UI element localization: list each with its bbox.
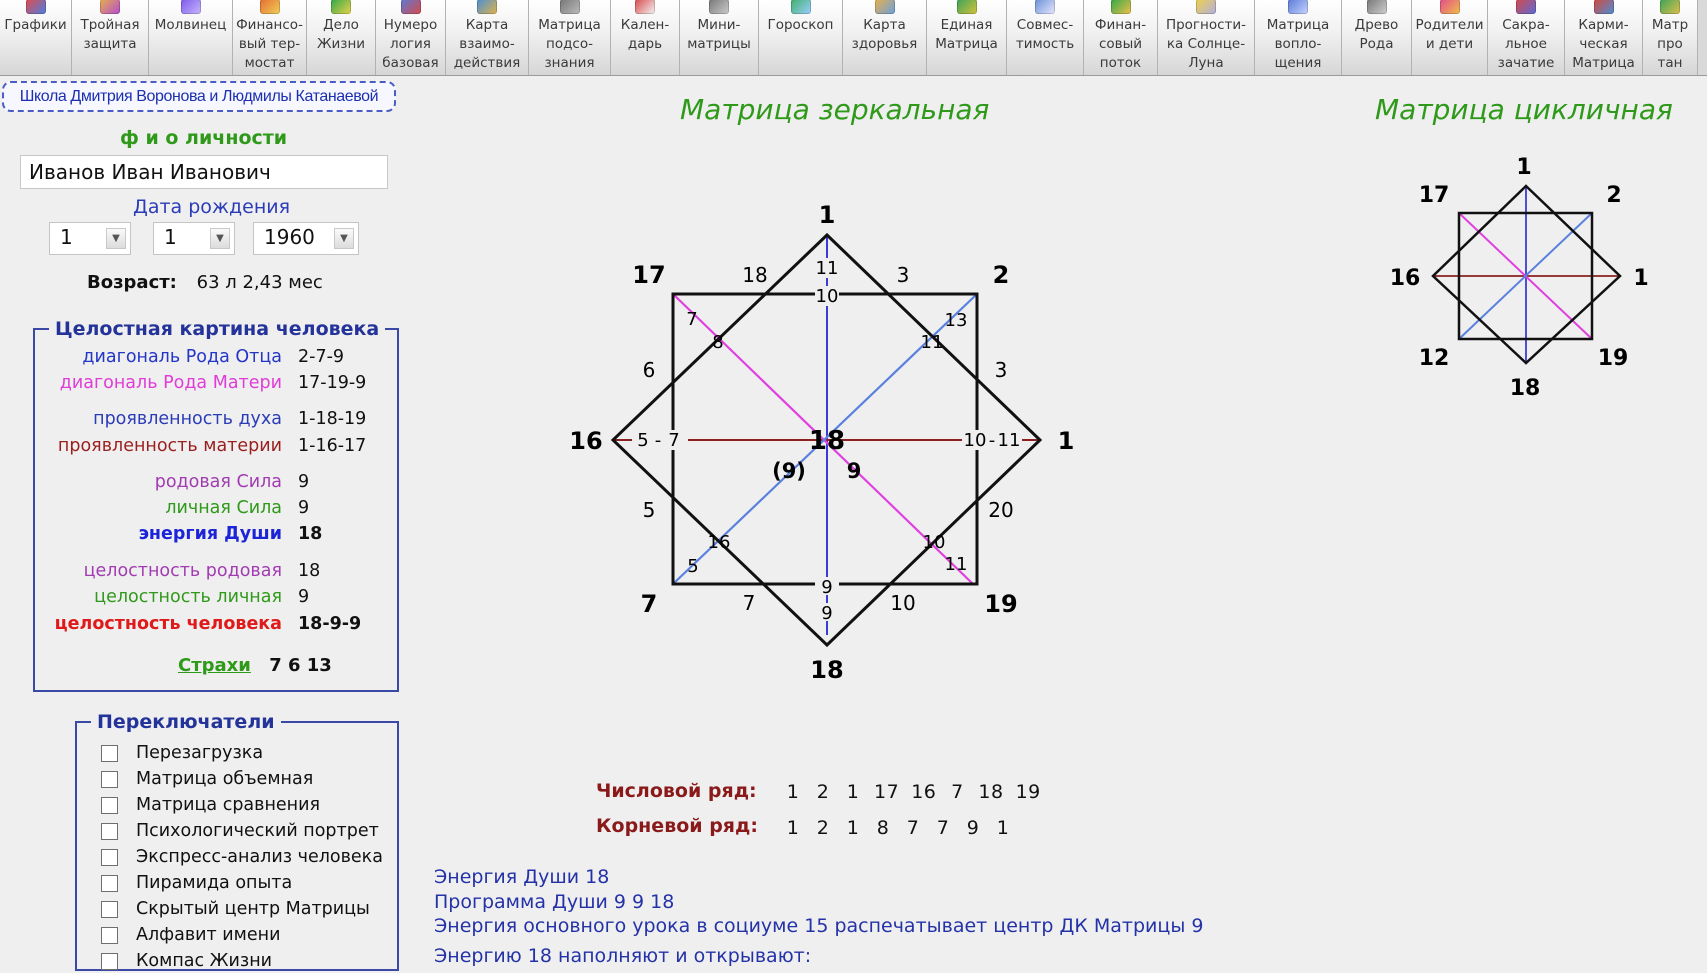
flow-icon [1111, 0, 1131, 14]
holistic-row-label: целостность личная [94, 587, 282, 607]
outer-label-top-right: 3 [896, 263, 910, 287]
corner-bottom-label: 18 [810, 656, 844, 684]
holistic-row-label: целостность человека [54, 614, 282, 634]
checkbox[interactable] [101, 927, 118, 944]
switch-option[interactable] [101, 767, 313, 791]
cyclic-matrix-title: Матрица цикличная [1375, 93, 1673, 126]
inner-bottomleft-corner: 5 [687, 556, 699, 577]
inner-topright-diag: 11 [920, 332, 944, 353]
toolbar-button[interactable] [1643, 0, 1698, 75]
toolbar-button[interactable] [843, 0, 927, 75]
switch-option[interactable] [101, 741, 263, 765]
holistic-row-value: 1-16-17 [298, 436, 367, 456]
cyclic-top-label: 1 [1516, 155, 1532, 180]
corner-bottomleft-label: 7 [640, 590, 658, 618]
series-value: 18 [978, 781, 1004, 803]
checkbox[interactable] [101, 771, 118, 788]
soul-energy-text: Энергия Души 18 [434, 866, 610, 888]
holistic-row-value: 9 [298, 498, 310, 518]
mirror-matrix-diagram [555, 185, 1085, 690]
toolbar-button[interactable] [1412, 0, 1488, 75]
inner-topleft-corner: 7 [686, 309, 698, 330]
toolbar-button-label: Дело Жизни [316, 17, 366, 52]
toolbar-button-label: Мини- матрицы [687, 17, 751, 52]
holistic-row-value: 9 [298, 472, 310, 492]
corner-bottomright-label: 19 [984, 590, 1018, 618]
series-value: 9 [966, 817, 980, 839]
toolbar-button-label: Матр про тан [1651, 17, 1689, 71]
toolbar-button-label: Гороскоп [767, 17, 834, 33]
unity-icon [957, 0, 977, 14]
number-series-label: Числовой ряд: [596, 780, 757, 802]
toolbar-button[interactable] [1084, 0, 1158, 75]
cyclic-left-label: 16 [1389, 266, 1421, 291]
app-toolbar [0, 0, 1707, 76]
inner-top-a: 11 [815, 258, 839, 279]
holistic-row-label: целостность родовая [83, 561, 282, 581]
compatibility-icon [1035, 0, 1055, 14]
holistic-row-value: 9 [298, 587, 310, 607]
age-value: 63 л 2,43 мес [196, 272, 323, 293]
series-value: 16 [911, 781, 937, 803]
outer-label-right-bottom: 20 [988, 498, 1014, 522]
map-icon [477, 0, 497, 14]
toolbar-button-label: Родители и дети [1415, 17, 1484, 52]
series-value: 7 [936, 817, 950, 839]
mini-matrix-icon [709, 0, 729, 14]
center-left-value: (9) [772, 459, 806, 483]
inner-left-b: 7 [668, 430, 680, 451]
series-value: 2 [816, 781, 830, 803]
inner-bottomright-corner: 11 [944, 554, 968, 575]
switch-option[interactable] [101, 819, 379, 843]
outer-label-top-left: 18 [742, 263, 768, 287]
checkbox[interactable] [101, 745, 118, 762]
switch-option[interactable] [101, 871, 292, 895]
toolbar-button[interactable] [611, 0, 680, 75]
toolbar-button[interactable] [1158, 0, 1255, 75]
birth-year-select[interactable] [253, 222, 359, 255]
checkbox[interactable] [101, 901, 118, 918]
checkbox[interactable] [101, 849, 118, 866]
tree-icon [1367, 0, 1387, 14]
school-link[interactable]: Школа Дмитрия Воронова и Людмилы Катанаевой [2, 81, 396, 112]
toolbar-button-label: Древо Рода [1354, 17, 1399, 52]
sacral-icon [1516, 0, 1536, 14]
matrix-extra-icon [1660, 0, 1680, 14]
cyclic-matrix-diagram [1380, 150, 1650, 405]
toolbar-button-label: Единая Матрица [935, 17, 998, 52]
toolbar-button[interactable] [149, 0, 233, 75]
switch-option[interactable] [101, 923, 280, 947]
switch-option[interactable] [101, 897, 370, 921]
toolbar-button-label: Тройная защита [80, 17, 140, 52]
outer-label-right-top: 3 [994, 358, 1008, 382]
corner-top-label: 1 [818, 201, 836, 229]
outer-label-left-bottom: 5 [642, 498, 656, 522]
series-value: 8 [876, 817, 890, 839]
cyclic-topright-label: 2 [1606, 183, 1622, 208]
birth-date-label: Дата рождения [133, 196, 291, 218]
holistic-row-value: 2-7-9 [298, 347, 345, 367]
toolbar-button-label: Нумеро логия базовая [382, 17, 439, 71]
toolbar-button-label: Прогности- ка Солнце- Луна [1165, 17, 1247, 71]
holistic-row-label: энергия Души [138, 524, 282, 544]
inner-bottomleft-diag: 16 [707, 532, 731, 553]
chevron-down-icon: ▼ [106, 228, 126, 249]
toolbar-button[interactable] [1342, 0, 1412, 75]
toolbar-button[interactable] [1565, 0, 1643, 75]
center-right-value: 9 [846, 459, 862, 483]
cyclic-right-label: 1 [1633, 266, 1649, 291]
number-series-values [784, 781, 1053, 803]
toolbar-button-label: Молвинец [154, 17, 227, 33]
switch-option-label: Компас Жизни [136, 951, 273, 971]
inner-right-dash: - [988, 430, 996, 451]
series-value: 1 [846, 817, 860, 839]
birth-day-select[interactable] [49, 222, 131, 255]
shield-icon [100, 0, 120, 14]
main-lesson-text: Энергия основного урока в социуме 15 распечатывает центр ДК Матрицы 9 [434, 915, 1204, 937]
karmic-icon [1594, 0, 1614, 14]
fears-row [178, 655, 332, 676]
toolbar-button-label: Финансо- вый тер- мостат [236, 17, 303, 71]
chevron-down-icon: ▼ [334, 228, 354, 249]
chart-icon [26, 0, 46, 14]
series-value: 19 [1015, 781, 1041, 803]
toolbar-button[interactable] [72, 0, 149, 75]
series-value: 1 [996, 817, 1010, 839]
toolbar-button-label: Карта здоровья [851, 17, 918, 52]
fio-input[interactable] [20, 155, 388, 189]
birth-day-value: 1 [60, 225, 73, 249]
switches-title: Переключатели [97, 711, 275, 733]
series-value: 1 [786, 781, 800, 803]
switch-option[interactable] [101, 845, 383, 869]
holistic-title: Целостная картина человека [55, 318, 380, 340]
checkbox[interactable] [101, 953, 118, 970]
toolbar-button[interactable] [927, 0, 1007, 75]
flower-icon [181, 0, 201, 14]
toolbar-button-label: Кален- дарь [620, 17, 670, 52]
toolbar-button-label: Матрица подсо- знания [538, 17, 601, 71]
cyclic-bottomleft-label: 12 [1418, 346, 1450, 371]
horoscope-icon [791, 0, 811, 14]
holistic-row-value: 1-18-19 [298, 409, 367, 429]
soul-program-text: Программа Души 9 9 18 [434, 891, 675, 913]
inner-left-dash: - [654, 430, 662, 451]
sun-moon-icon [1196, 0, 1216, 14]
age-line [87, 272, 323, 293]
birth-year-value: 1960 [264, 225, 315, 249]
toolbar-button[interactable] [759, 0, 843, 75]
toolbar-button-label: Графики [4, 17, 67, 33]
cyclic-topleft-label: 17 [1418, 183, 1450, 208]
fears-link[interactable]: Страхи [178, 655, 251, 676]
health-icon [875, 0, 895, 14]
toolbar-button[interactable] [680, 0, 759, 75]
inner-topleft-diag: 8 [712, 332, 724, 353]
switch-option[interactable] [101, 949, 272, 973]
checkbox[interactable] [101, 875, 118, 892]
toolbar-button-label: Сакра- льное зачатие [1497, 17, 1555, 71]
fears-value: 7 6 13 [269, 655, 332, 676]
embodiment-icon [1288, 0, 1308, 14]
inner-bottom-b: 9 [821, 603, 833, 624]
inner-right-b: 10 [963, 430, 987, 451]
globe-icon [331, 0, 351, 14]
corner-right-label: 1 [1057, 427, 1075, 455]
holistic-row-value: 17-19-9 [298, 373, 367, 393]
switch-option-label: Алфавит имени [136, 925, 281, 945]
switch-option[interactable] [101, 793, 320, 817]
toolbar-button-label: Матрица вопло- щения [1266, 17, 1330, 71]
switch-option-label: Психологический портрет [136, 821, 379, 841]
holistic-row-label: проявленность материи [57, 436, 282, 456]
series-value: 7 [906, 817, 920, 839]
toolbar-button[interactable] [307, 0, 376, 75]
switch-option-label: Пирамида опыта [136, 873, 293, 893]
toolbar-button-label: Карми- ческая Матрица [1572, 17, 1635, 71]
numbers-icon [401, 0, 421, 14]
series-value: 1 [846, 781, 860, 803]
holistic-row-label: личная Сила [165, 498, 282, 518]
toolbar-button-label: Карта взаимо- действия [453, 17, 521, 71]
series-value: 17 [874, 781, 900, 803]
toolbar-button-label: Совмес- тимость [1015, 17, 1075, 52]
center-value: 18 [808, 426, 846, 456]
holistic-row-value: 18 [298, 524, 323, 544]
switch-option-label: Экспресс-анализ человека [136, 847, 383, 867]
root-series-values [784, 817, 1024, 839]
inner-topright-corner: 13 [944, 310, 968, 331]
holistic-row-label: диагональ Рода Отца [82, 347, 282, 367]
toolbar-button[interactable] [1488, 0, 1565, 75]
holistic-row-value: 18-9-9 [298, 614, 362, 634]
inner-top-b: 10 [815, 286, 839, 307]
birth-month-value: 1 [164, 225, 177, 249]
cyclic-bottom-label: 18 [1509, 376, 1541, 401]
family-icon [1440, 0, 1460, 14]
toolbar-button[interactable] [529, 0, 611, 75]
switch-option-label: Перезагрузка [136, 743, 264, 763]
inner-left-a: 5 [637, 430, 649, 451]
toolbar-button[interactable] [233, 0, 307, 75]
holistic-row-value: 18 [298, 561, 321, 581]
series-value: 7 [951, 781, 964, 803]
outer-label-left-top: 6 [642, 358, 656, 382]
money-icon [260, 0, 280, 14]
holistic-row-label: проявленность духа [93, 409, 282, 429]
birth-month-select[interactable] [153, 222, 235, 255]
switch-option-label: Матрица сравнения [136, 795, 321, 815]
outer-label-bottom-left: 7 [742, 591, 756, 615]
toolbar-button-label: Финан- совый поток [1094, 17, 1147, 71]
toolbar-button[interactable] [0, 0, 72, 75]
toolbar-button[interactable] [376, 0, 446, 75]
corner-topright-label: 2 [992, 261, 1010, 289]
switch-option-label: Скрытый центр Матрицы [136, 899, 370, 919]
checkbox[interactable] [101, 797, 118, 814]
inner-bottom-a: 9 [821, 577, 833, 598]
inner-bottomright-diag: 10 [922, 532, 946, 553]
matrix-icon [560, 0, 580, 14]
cyclic-bottomright-label: 19 [1597, 346, 1629, 371]
fio-label: ф и о личности [120, 127, 288, 149]
inner-right-a: 11 [997, 430, 1021, 451]
checkbox[interactable] [101, 823, 118, 840]
age-label: Возраст: [87, 272, 177, 293]
holistic-row-label: диагональ Рода Матери [59, 373, 282, 393]
toolbar-button[interactable] [446, 0, 529, 75]
series-value: 2 [816, 817, 830, 839]
corner-topleft-label: 17 [632, 261, 666, 289]
chevron-down-icon: ▼ [210, 228, 230, 249]
root-series-label: Корневой ряд: [596, 815, 758, 837]
calendar-icon [635, 0, 655, 14]
switch-option-label: Матрица объемная [136, 769, 314, 789]
mirror-matrix-title: Матрица зеркальная [680, 93, 990, 126]
outer-label-bottom-right: 10 [890, 591, 916, 615]
toolbar-button[interactable] [1255, 0, 1342, 75]
holistic-row-label: родовая Сила [154, 472, 282, 492]
series-value: 1 [786, 817, 800, 839]
energy-open-text: Энергию 18 наполняют и открывают: [434, 945, 812, 967]
corner-left-label: 16 [569, 427, 603, 455]
toolbar-button[interactable] [1007, 0, 1084, 75]
